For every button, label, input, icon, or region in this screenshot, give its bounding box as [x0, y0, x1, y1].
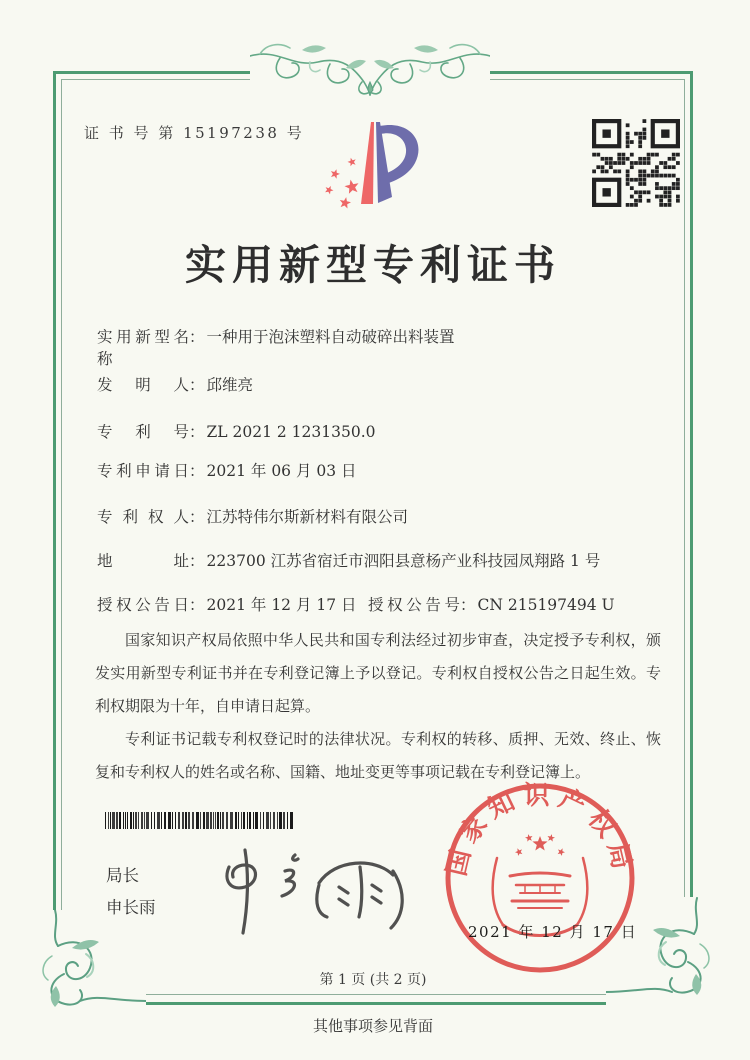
field-colon: ：	[189, 376, 205, 394]
seal-ring-text: 国家知识产权局	[441, 781, 639, 879]
field-value: 2021 年 12 月 17 日	[206, 596, 357, 614]
cnipa-red-seal-icon	[440, 778, 640, 978]
field-row-inventor	[97, 373, 253, 395]
certificate-title: 实用新型专利证书	[185, 241, 561, 289]
barcode	[105, 812, 293, 829]
field-colon: ：	[189, 552, 205, 570]
field-label: 授权公告号	[368, 596, 460, 614]
field-row-patentee	[97, 505, 408, 527]
field-value: ZL 2021 2 1231350.0	[206, 423, 376, 441]
bottom-left-flourish-ornament	[28, 910, 146, 1018]
field-label: 授权公告日	[97, 596, 189, 614]
field-label: 专利号	[97, 423, 189, 441]
field-colon: ：	[189, 596, 205, 614]
field-value: 一种用于泡沫塑料自动破碎出料装置	[206, 328, 455, 346]
qr-code	[592, 119, 680, 207]
director-signature-handwriting-icon	[215, 845, 420, 940]
back-side-note: 其他事项参见背面	[312, 1017, 433, 1035]
field-colon: ：	[189, 508, 205, 526]
certificate-number: 证 书 号 第 15197238 号	[84, 124, 305, 142]
field-value: CN 215197494 U	[477, 596, 615, 614]
field-colon: ：	[189, 462, 205, 480]
field-row-filing-date	[97, 459, 357, 481]
field-value: 邱维亮	[206, 376, 254, 394]
field-label: 专利申请日	[97, 462, 189, 480]
field-colon: ：	[460, 596, 476, 614]
director-title-label: 局长	[106, 866, 139, 885]
field-row-patent-no	[97, 420, 376, 442]
legal-text-block	[95, 624, 661, 789]
legal-paragraph-1: 国家知识产权局依照中华人民共和国专利法经过初步审查，决定授予专利权，颁发实用新型专利证书并在专利登记簿上予以登记。专利权自授权公告之日起生效。专利权期限为十年，自申请日起算。	[95, 631, 661, 715]
field-label: 地址	[97, 552, 189, 570]
field-value: 223700 江苏省宿迁市泗阳县意杨产业科技园凤翔路 1 号	[206, 552, 601, 570]
field-value: 2021 年 06 月 03 日	[206, 462, 357, 480]
legal-paragraph-2: 专利证书记载专利权登记时的法律状况。专利权的转移、质押、无效、终止、恢复和专利权人的姓名或名称、国籍、地址变更等事项记载在专利登记簿上。	[95, 730, 661, 781]
field-row-name	[97, 325, 455, 369]
field-row-address	[97, 549, 600, 571]
field-label: 发明人	[97, 376, 189, 394]
field-pair-grant-no	[368, 593, 615, 615]
page-number: 第 1 页 (共 2 页)	[319, 972, 427, 988]
field-value: 江苏特伟尔斯新材料有限公司	[206, 508, 409, 526]
field-row-grant-date	[97, 593, 615, 615]
seal-date: 2021 年 12 月 17 日	[468, 923, 638, 941]
field-label: 实用新型名称	[97, 328, 189, 368]
cnipa-logo-icon	[300, 100, 480, 230]
field-colon: ：	[189, 328, 205, 346]
top-garland-ornament	[250, 40, 490, 98]
field-colon: ：	[189, 423, 205, 441]
field-label: 专利权人	[97, 508, 189, 526]
director-name-label: 申长雨	[106, 898, 156, 917]
